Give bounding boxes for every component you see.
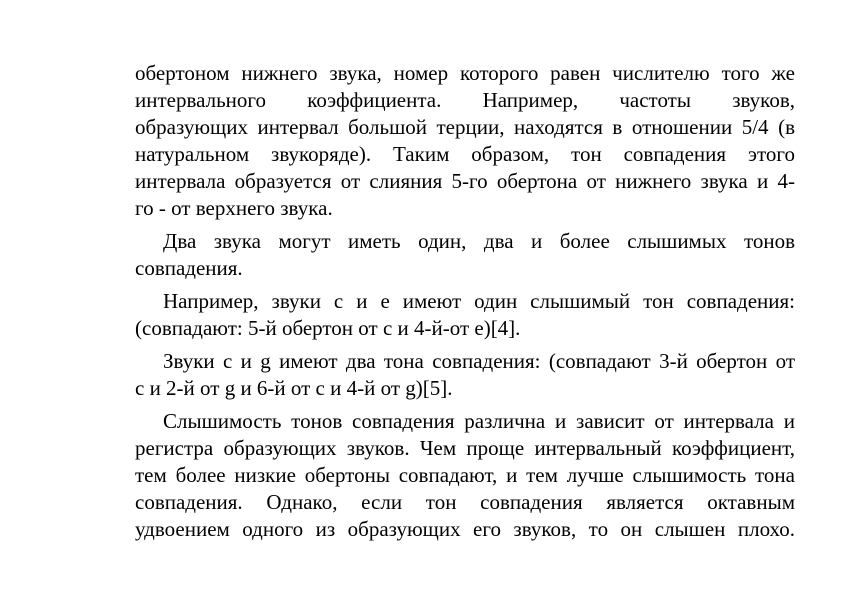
text-line: с и 2-й от g и 6-й от с и 4-й от g)[5]. — [135, 376, 453, 400]
text-line: интервального коэффициента. Например, частоты звуков, — [135, 88, 795, 112]
text-line: го - от верхнего звука. — [135, 196, 333, 220]
paragraph-5 — [135, 408, 795, 543]
text-line: интервала образуется от слияния 5-го обертона от нижнего звука и 4- — [135, 169, 795, 193]
text-line: натуральном звукоряде). Таким образом, тон совпадения этого — [135, 142, 795, 166]
text-line: образующих интервал большой терции, находятся в отношении 5/4 (в — [135, 115, 795, 139]
text-line: (совпадают: 5-й обертон от с и 4-й-от е)[4]. — [135, 316, 521, 340]
paragraph-3 — [135, 288, 795, 342]
paragraph-2 — [135, 228, 795, 282]
body-text — [135, 60, 795, 549]
text-line: совпадения. — [135, 256, 243, 280]
paragraph-4 — [135, 348, 795, 402]
text-line: Слышимость тонов совпадения различна и зависит от интервала и — [163, 409, 795, 433]
text-line: Звуки с и g имеют два тона совпадения: (совпадают 3-й обертон от — [163, 349, 795, 373]
text-line: регистра образующих звуков. Чем проще интервальный коэффициент, — [135, 436, 795, 460]
text-line: Два звука могут иметь один, два и более слышимых тонов — [163, 229, 795, 253]
text-line: совпадения. Однако, если тон совпадения является октавным — [135, 490, 795, 514]
text-line: обертоном нижнего звука, номер которого равен числителю того же — [135, 61, 795, 85]
text-line: Например, звуки с и е имеют один слышимый тон совпадения: — [163, 289, 795, 313]
paragraph-1 — [135, 60, 795, 222]
text-line: тем более низкие обертоны совпадают, и тем лучше слышимость тона — [135, 463, 795, 487]
text-line: удвоением одного из образующих его звуков, то он слышен плохо. — [135, 517, 795, 541]
